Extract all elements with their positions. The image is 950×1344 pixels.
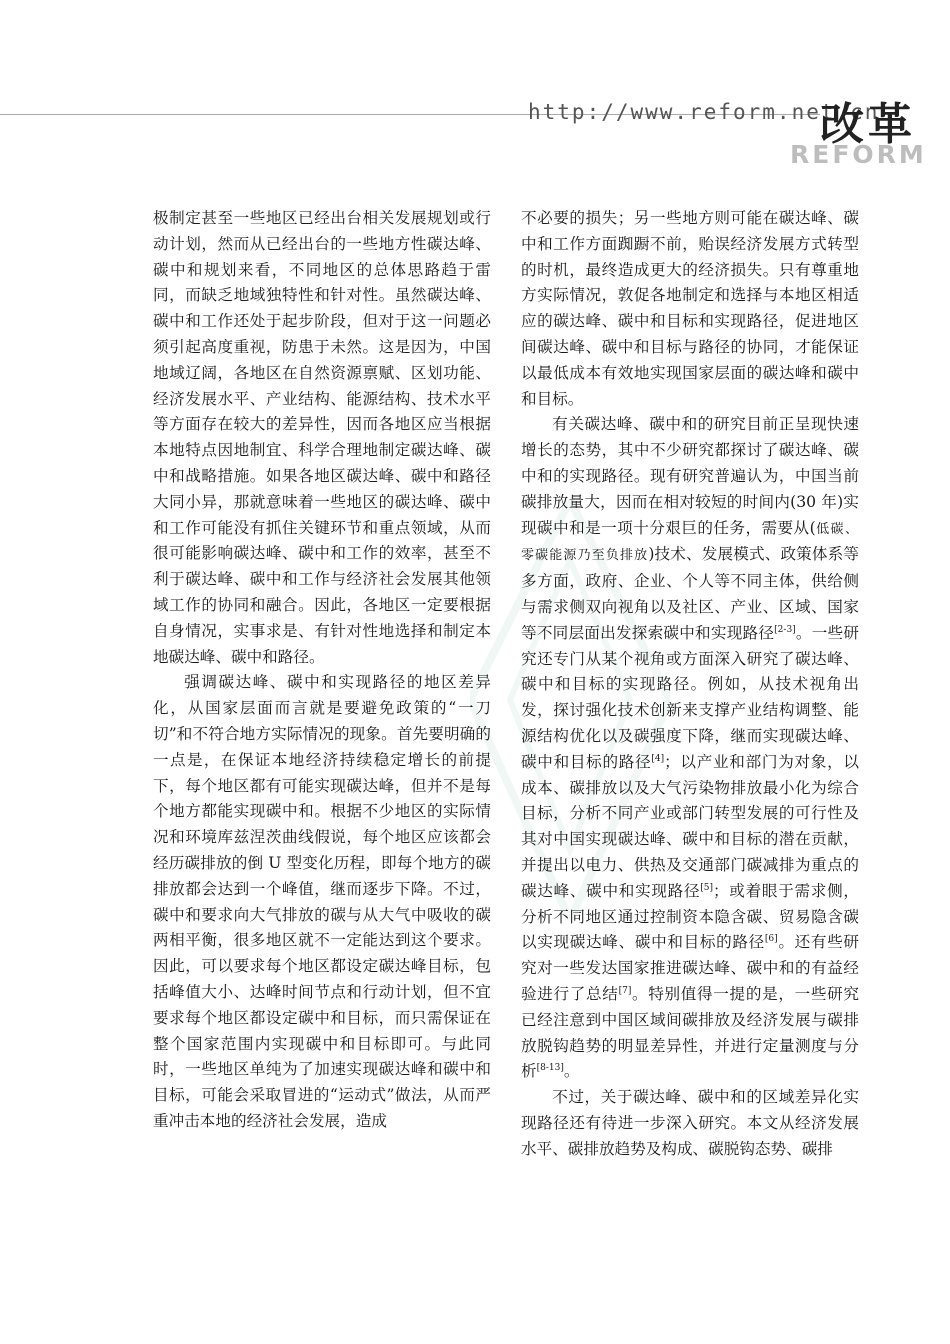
left-column: [153, 206, 491, 1135]
small-text: 低碳、零碳能源乃至负排放: [521, 521, 859, 564]
citation[interactable]: [8-13]: [536, 1063, 564, 1074]
journal-logo-chinese: 改革: [820, 99, 916, 150]
journal-url[interactable]: http://www.reform.net.cn: [528, 100, 880, 124]
citation[interactable]: [4]: [651, 753, 665, 764]
paragraph: 不过，关于碳达峰、碳中和的区域差异化实现路径还有待进一步深入研究。本文从经济发展水平、碳排放趋势及构成、碳脱钩态势、碳排: [521, 1088, 859, 1158]
right-column: [521, 206, 859, 1162]
journal-logo-english: REFORM: [790, 140, 927, 169]
page-header: [0, 0, 950, 180]
citation[interactable]: [7]: [618, 985, 632, 996]
citation[interactable]: [6]: [764, 934, 778, 945]
paragraph: 强调碳达峰、碳中和实现路径的地区差异化，从国家层面而言就是要避免政策的“一刀切”和不符合地方实际情况的现象。首先要明确的一点是，在保证本地经济持续稳定增长的前提下，每个地区都有可能实现碳达峰，但并不是每个地方都能实现碳中和。根据不少地区的实际情况和环境库兹涅茨曲线假说，每个地区应该都会经历碳排放的倒 U 型变化历程，即每个地方的碳排放都会达到一个峰值，继而逐步下降。不过，碳中和要求向大气排放的碳与从大气中吸收的碳两相平衡，很多地区就不一定能达到这个要求。因此，可以要求每个地区都设定碳达峰目标，包括峰值大小、达峰时间节点和行动计划，但不宜要求每个地区都设定碳中和目标，而只需保证在整个国家范围内实现碳中和目标即可。与此同时，一些地区单纯为了加速实现碳达峰和碳中和目标，可能会采取冒进的“运动式”做法，从而严重冲击本地的经济社会发展，造成: [153, 673, 491, 1130]
paragraph: 极制定甚至一些地区已经出台相关发展规划或行动计划，然而从已经出台的一些地方性碳达峰、碳中和规划来看，不同地区的总体思路趋于雷同，而缺乏地域独特性和针对性。虽然碳达峰、碳中和工作还处于起步阶段，但对于这一问题必须引起高度重视，防患于未然。这是因为，中国地域辽阔，各地区在自然资源禀赋、区划功能、经济发展水平、产业结构、能源结构、技术水平等方面存在较大的差异性，因而各地区应当根据本地特点因地制宜、科学合理地制定碳达峰、碳中和战略措施。如果各地区碳达峰、碳中和路径大同小异，那就意味着一些地区的碳达峰、碳中和工作可能没有抓住关键环节和重点领域，从而很可能影响碳达峰、碳中和工作的效率，甚至不利于碳达峰、碳中和工作与经济社会发展其他领域工作的协同和融合。因此，各地区一定要根据自身情况，实事求是、有针对性地选择和制定本地碳达峰、碳中和路径。: [153, 209, 491, 666]
paragraph: 有关碳达峰、碳中和的研究目前正呈现快速增长的态势，其中不少研究都探讨了碳达峰、碳中和的实现路径。现有研究普遍认为，中国当前碳排放量大，因而在相对较短的时间内(30 年)实现碳中和是一项十分艰巨的任务，需要从(低碳、零碳能源乃至负排放)技术、发展模式、政策体系等多方面，政府、企业、个人等不同主体，供给侧与需求侧双向视角以及社区、产业、区域、国家等不同层面出发探索碳中和实现路径[2-3]。一些研究还专门从某个视角或方面深入研究了碳达峰、碳中和目标的实现路径。例如，从技术视角出发，探讨强化技术创新来支撑产业结构调整、能源结构优化以及碳强度下降，继而实现碳达峰、碳中和目标的路径[4]；以产业和部门为对象，以成本、碳排放以及大气污染物排放最小化为综合目标，分析不同产业或部门转型发展的可行性及其对中国实现碳达峰、碳中和目标的潜在贡献，并提出以电力、供热及交通部门碳减排为重点的碳达峰、碳中和实现路径[5]；或着眼于需求侧，分析不同地区通过控制资本隐含碳、贸易隐含碳以实现碳达峰、碳中和目标的路径[6]。还有些研究对一些发达国家推进碳达峰、碳中和的有益经验进行了总结[7]。特别值得一提的是，一些研究已经注意到中国区域间碳排放及经济发展与碳排放脱钩趋势的明显差异性，并进行定量测度与分析[8-13]。: [521, 415, 859, 1081]
citation[interactable]: [5]: [700, 882, 714, 893]
paragraph: 不必要的损失；另一些地方则可能在碳达峰、碳中和工作方面踟蹰不前，贻误经济发展方式转型的时机，最终造成更大的经济损失。只有尊重地方实际情况，敦促各地制定和选择与本地区相适应的碳达峰、碳中和目标和实现路径，促进地区间碳达峰、碳中和目标与路径的协同，才能保证以最低成本有效地实现国家层面的碳达峰和碳中和目标。: [521, 209, 859, 408]
citation[interactable]: [2-3]: [774, 624, 796, 635]
